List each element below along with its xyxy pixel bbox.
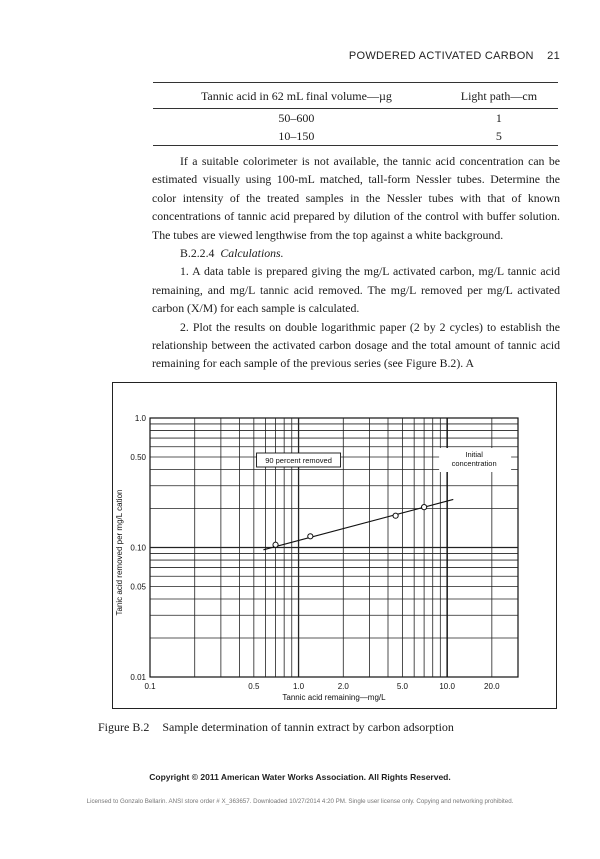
data-point — [393, 513, 398, 518]
x-tick-label: 2.0 — [337, 682, 349, 691]
x-tick-label: 0.5 — [248, 682, 260, 691]
paragraph: 2. Plot the results on double logarithmic paper (2 by 2 cycles) to establish the relationship between the activated carbon dosage and the total amount of tannic acid remaining for each sample of the previous series (see Figure B.2). A — [152, 319, 560, 371]
data-point — [273, 542, 278, 547]
table-header-cell: Tannic acid in 62 mL final volume—µg — [153, 83, 440, 109]
x-tick-label: 0.1 — [144, 682, 156, 691]
annotation-concentration: concentration — [451, 459, 497, 468]
x-tick-label: 10.0 — [439, 682, 455, 691]
running-title: POWDERED ACTIVATED CARBON — [348, 50, 534, 62]
paragraph: If a suitable colorimeter is not available, the tannic acid concentration can be estimated visually using 100-mL matched, tall-form Nessler tubes. Determine the color intensity of the treated samples in the Nessler tubes with that of known concentrations of tannic acid prepared by dilution of the control with buffer solution. The tubes are viewed lengthwise from the top against a white background. — [152, 154, 560, 242]
data-point — [308, 534, 313, 539]
copyright-notice: Copyright © 2011 American Water Works Association. All Rights Reserved. — [149, 772, 451, 782]
license-notice: Licensed to Gonzalo Bellarin. ANSI store order # X_363657. Downloaded 10/27/2014 4:20 PM. Single user license only. Copying and networking prohibited. — [86, 798, 514, 805]
table-cell: 1 — [495, 111, 502, 125]
caption-label: Figure B.2 — [98, 720, 150, 734]
y-tick-label: 0.01 — [130, 673, 146, 682]
y-tick-label: 1.0 — [134, 414, 146, 423]
x-tick-label: 5.0 — [396, 682, 408, 691]
table-cell: 5 — [440, 127, 558, 146]
y-axis-label: Tanic acid removed per mg/L cation — [115, 489, 124, 616]
section-number: B.2.2.4 — [180, 246, 215, 261]
y-tick-label: 0.10 — [130, 543, 146, 553]
annotation-90-percent: 90 percent removed — [265, 456, 332, 465]
data-point — [422, 505, 427, 510]
table-cell: 50–600 — [278, 111, 315, 125]
y-tick-label: 0.50 — [130, 452, 146, 462]
y-tick-label: 0.05 — [130, 582, 146, 592]
section-title: Calculations. — [220, 246, 284, 261]
paragraph: 1. A data table is prepared giving the mg/L activated carbon, mg/L tannic acid remaining, and mg/L tannic acid removed. The mg/L removed per mg/L activated carbon (X/M) for each sample is calculated. — [152, 264, 560, 316]
x-tick-label: 20.0 — [484, 682, 500, 691]
caption-text: Sample determination of tannin extract by carbon adsorption — [162, 720, 454, 734]
x-tick-label: 1.0 — [292, 682, 305, 691]
annotation-initial: Initial — [465, 450, 483, 459]
table-cell: 10–150 — [153, 127, 440, 146]
x-axis-label: Tannic acid remaining—mg/L — [282, 693, 386, 702]
figure-caption — [98, 720, 454, 735]
table-header-cell: Light path—cm — [440, 83, 558, 109]
page-number: 21 — [547, 50, 560, 62]
